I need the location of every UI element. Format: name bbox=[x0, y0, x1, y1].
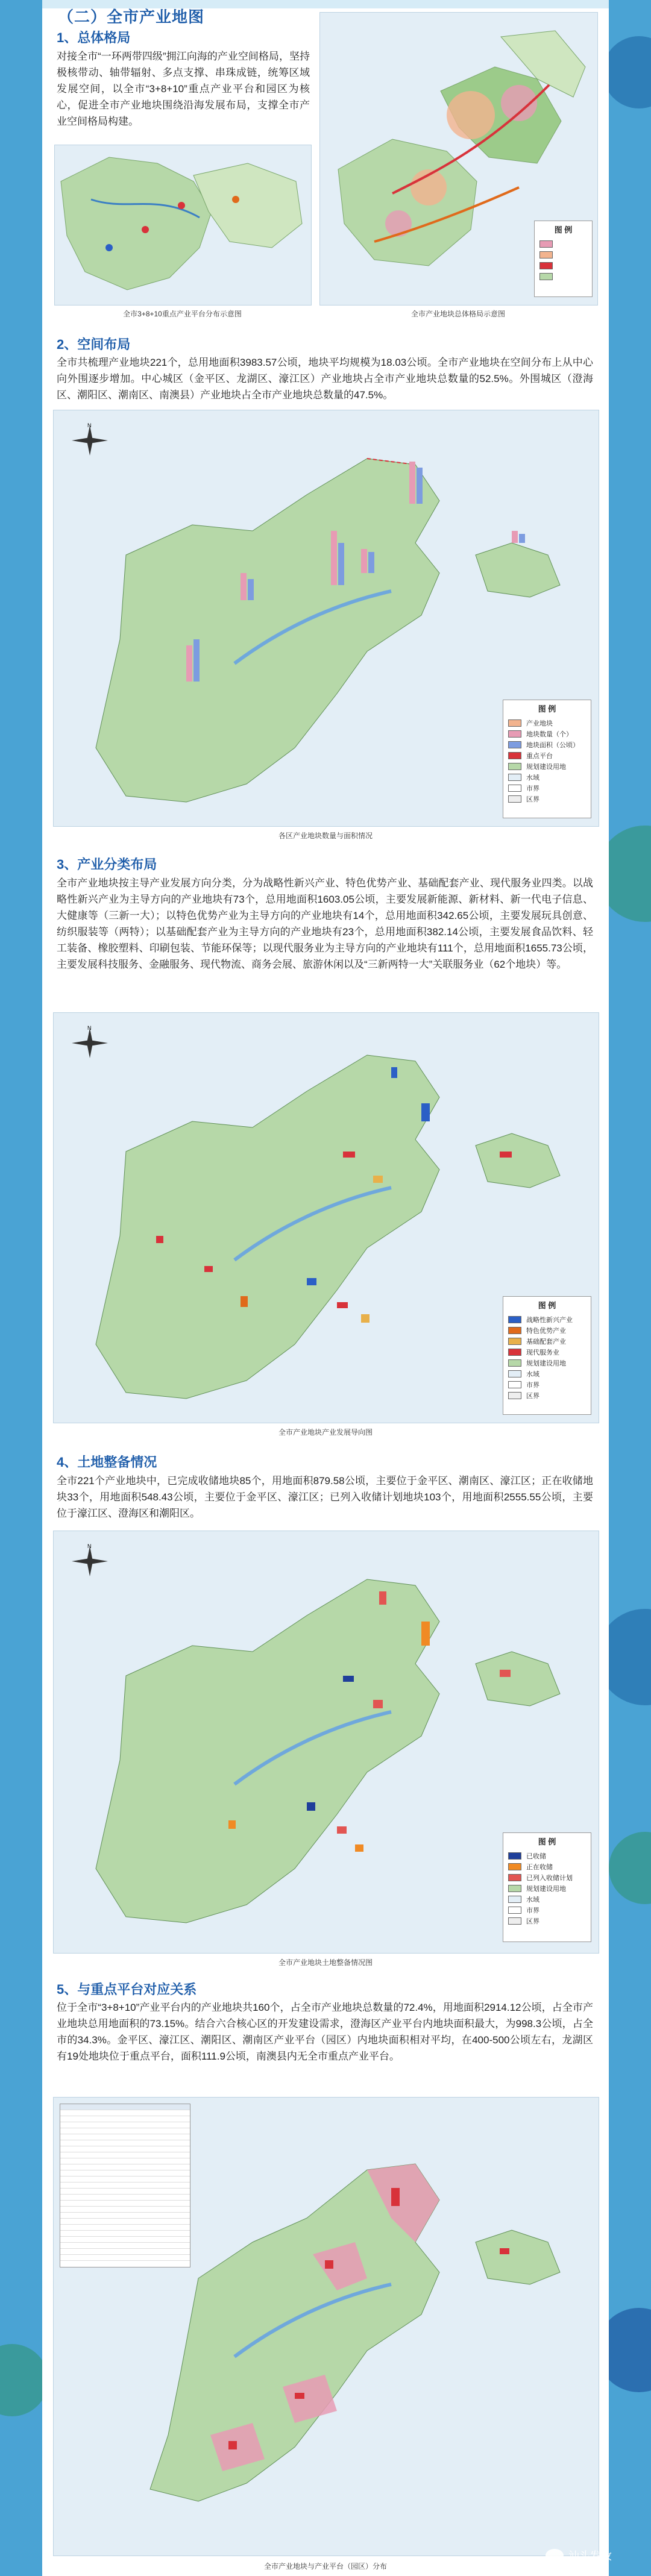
legend-swatch bbox=[508, 1349, 521, 1356]
legend-row bbox=[503, 1883, 591, 1894]
legend-label: 规划建设用地 bbox=[526, 1360, 566, 1367]
legend-swatch bbox=[508, 1896, 521, 1903]
land-legend bbox=[503, 1832, 591, 1942]
table-row bbox=[60, 2219, 190, 2225]
legend-row bbox=[535, 249, 592, 260]
legend-label: 水域 bbox=[526, 1371, 539, 1378]
platform-map-graphic bbox=[55, 145, 311, 305]
section-number: 1、 bbox=[57, 30, 78, 45]
table-row bbox=[60, 2195, 190, 2201]
legend-row bbox=[503, 794, 591, 804]
category-map bbox=[53, 1012, 599, 1423]
legend-row bbox=[503, 729, 591, 739]
legend-label: 产业地块 bbox=[526, 720, 553, 727]
legend-label: 地块面积（公顷） bbox=[526, 742, 579, 749]
spatial-map bbox=[53, 410, 599, 827]
legend-swatch bbox=[508, 1852, 521, 1860]
wechat-icon bbox=[546, 2549, 564, 2562]
legend-label: 规划建设用地 bbox=[526, 1885, 566, 1893]
legend-swatch bbox=[508, 785, 521, 792]
legend-swatch bbox=[508, 763, 521, 770]
legend-label: 水域 bbox=[526, 1896, 539, 1904]
section-title-text: 土地整备情况 bbox=[77, 1455, 157, 1470]
table-row bbox=[60, 2243, 190, 2249]
legend-label: 特色优势产业 bbox=[526, 1327, 566, 1335]
legend-label: 已列入收储计划 bbox=[526, 1875, 573, 1882]
table-row bbox=[60, 2146, 190, 2152]
table-row bbox=[60, 2189, 190, 2195]
content-panel bbox=[42, 0, 609, 2576]
legend-row bbox=[503, 1336, 591, 1347]
table-row bbox=[60, 2122, 190, 2128]
platform-relation-map bbox=[53, 2097, 599, 2556]
legend-swatch bbox=[508, 774, 521, 781]
legend-row bbox=[535, 271, 592, 282]
legend-row bbox=[503, 1368, 591, 1379]
overall-legend-title: 图 例 bbox=[554, 225, 573, 234]
legend-label: 区界 bbox=[526, 1393, 539, 1400]
category-legend bbox=[503, 1296, 591, 1415]
caption-land-map: 全市产业地块土地整备情况图 bbox=[278, 1958, 373, 1967]
legend-swatch bbox=[508, 1327, 521, 1334]
page-title: （二）全市产业地图 bbox=[58, 8, 205, 26]
svg-text:N: N bbox=[87, 1543, 92, 1549]
legend-label: 水域 bbox=[526, 774, 539, 782]
watermark-text: 汕头发改 bbox=[568, 2550, 612, 2562]
section-title-category bbox=[57, 854, 157, 873]
legend-swatch bbox=[508, 1917, 521, 1925]
legend-row bbox=[503, 1861, 591, 1872]
section-number: 3、 bbox=[57, 857, 78, 872]
caption-spatial-map: 各区产业地块数量与面积情况 bbox=[278, 832, 373, 840]
svg-text:N: N bbox=[87, 422, 92, 428]
platform-map bbox=[54, 145, 312, 306]
legend-swatch bbox=[508, 1338, 521, 1345]
legend-row bbox=[503, 1916, 591, 1926]
caption-platform-relation-map: 全市产业地块与产业平台（园区）分布 bbox=[263, 2562, 387, 2571]
legend-label: 基础配套产业 bbox=[526, 1338, 566, 1346]
legend-label: 正在收储 bbox=[526, 1864, 553, 1871]
legend-swatch bbox=[508, 1370, 521, 1377]
table-row bbox=[60, 2183, 190, 2189]
compass-icon bbox=[69, 422, 111, 462]
table-row bbox=[60, 2152, 190, 2158]
legend-swatch bbox=[539, 251, 553, 259]
legend-swatch bbox=[508, 795, 521, 803]
table-row bbox=[60, 2116, 190, 2122]
overall-legend bbox=[534, 221, 593, 297]
legend-swatch bbox=[508, 1874, 521, 1881]
category-legend-title: 图 例 bbox=[538, 1301, 556, 1310]
legend-label: 已收储 bbox=[526, 1853, 546, 1860]
legend-row bbox=[503, 1325, 591, 1336]
section-title-text: 总体格局 bbox=[77, 30, 131, 45]
section-number: 5、 bbox=[57, 1982, 78, 1997]
table-row bbox=[60, 2128, 190, 2134]
table-row bbox=[60, 2176, 190, 2183]
legend-label: 市界 bbox=[526, 1907, 539, 1914]
table-row bbox=[60, 2225, 190, 2231]
legend-swatch bbox=[508, 741, 521, 748]
section-text-platform: 位于全市“3+8+10”产业平台内的产业地块共160个，占全市产业地块总数量的72.4%，用地面积2914.12公顷，占全市产业地块总用地面积的73.15%。结合六合核心区的开发建设需求，澄海区产业平台内地块面积最大，为998.3公顷，占全市的34.3%。金平区、濠江区、潮阳区、潮南区产业平台（园区）内地块面积相对平均，在400-500公顷左右，龙湖区有19处地块位于重点平台，面积111.9公顷，南澳县内无全市重点产业平台。 bbox=[57, 2002, 593, 2062]
table-row bbox=[60, 2110, 190, 2116]
legend-swatch bbox=[539, 262, 553, 269]
legend-row bbox=[503, 1894, 591, 1905]
platform-table-thumbnail bbox=[60, 2104, 190, 2267]
section-text-spatial: 全市共梳理产业地块221个，总用地面积3983.57公顷，地块平均规模为18.03公顷。全市产业地块在空间分布上从中心向外围逐步增加。中心城区（金平区、龙湖区、濠江区）产业地块占全市产业地块总数量的52.5%。外围城区（澄海区、潮阳区、潮南区、南澳县）产业地块占全市产业地块总数量的47.5%。 bbox=[57, 357, 593, 401]
table-row bbox=[60, 2249, 190, 2255]
legend-label: 区界 bbox=[526, 796, 539, 803]
legend-label: 重点平台 bbox=[526, 753, 553, 760]
legend-swatch bbox=[508, 730, 521, 738]
table-row bbox=[60, 2158, 190, 2164]
legend-row bbox=[503, 1347, 591, 1358]
section-number: 2、 bbox=[57, 337, 78, 352]
spatial-legend bbox=[503, 700, 591, 818]
legend-row bbox=[535, 260, 592, 271]
legend-swatch bbox=[539, 240, 553, 248]
legend-row bbox=[503, 1314, 591, 1325]
land-legend-title: 图 例 bbox=[538, 1837, 556, 1846]
table-row bbox=[60, 2237, 190, 2243]
legend-row bbox=[503, 1390, 591, 1401]
section-text-overall: 对接全市“一环两带四级”拥江向海的产业空间格局，坚持极核带动、轴带辐射、多点支撑、串珠成链，统筹区域发展空间，以全市“3+8+10”重点产业平台和园区为核心，促进全市产业地块围绕沿海发展布局，支撑全市产业空间格局构建。 bbox=[57, 51, 310, 127]
table-row bbox=[60, 2140, 190, 2146]
legend-swatch bbox=[508, 1907, 521, 1914]
legend-swatch bbox=[508, 1863, 521, 1870]
table-row bbox=[60, 2201, 190, 2207]
legend-swatch bbox=[508, 1392, 521, 1399]
legend-label: 战略性新兴产业 bbox=[526, 1317, 573, 1324]
section-title-land bbox=[57, 1452, 157, 1471]
section-text-land: 全市221个产业地块中，已完成收储地块85个，用地面积879.58公顷，主要位于金平区、潮南区、濠江区；正在收储地块33个，用地面积548.43公顷，主要位于金平区、濠江区；已列入收储计划地块103个，用地面积2555.55公顷，主要位于濠江区、澄海区和潮阳区。 bbox=[57, 1475, 593, 1519]
legend-row bbox=[503, 1905, 591, 1916]
section-title-text: 空间布局 bbox=[77, 337, 131, 352]
caption-overall-map: 全市产业地块总体格局示意图 bbox=[410, 310, 505, 318]
table-row bbox=[60, 2231, 190, 2237]
legend-row bbox=[503, 783, 591, 794]
table-row bbox=[60, 2255, 190, 2261]
overall-layout-map bbox=[319, 12, 598, 306]
legend-swatch bbox=[508, 1885, 521, 1892]
legend-swatch bbox=[539, 273, 553, 280]
legend-row bbox=[503, 1872, 591, 1883]
legend-swatch bbox=[508, 1381, 521, 1388]
svg-text:N: N bbox=[87, 1025, 92, 1031]
legend-row bbox=[503, 1851, 591, 1861]
legend-label: 现代服务业 bbox=[526, 1349, 559, 1356]
section-title-text: 与重点平台对应关系 bbox=[77, 1982, 197, 1997]
table-row bbox=[60, 2164, 190, 2170]
section-number: 4、 bbox=[57, 1455, 78, 1470]
legend-swatch bbox=[508, 719, 521, 727]
section-title-spatial bbox=[57, 334, 130, 353]
legend-label: 区界 bbox=[526, 1918, 539, 1925]
table-row bbox=[60, 2170, 190, 2176]
land-map bbox=[53, 1531, 599, 1954]
legend-row bbox=[503, 739, 591, 750]
caption-category-map: 全市产业地块产业发展导向图 bbox=[278, 1428, 373, 1437]
legend-label: 市界 bbox=[526, 785, 539, 792]
legend-row bbox=[535, 239, 592, 249]
compass-icon bbox=[69, 1025, 111, 1064]
legend-swatch bbox=[508, 1359, 521, 1367]
section-text-category: 全市产业地块按主导产业发展方向分类，分为战略性新兴产业、特色优势产业、基础配套产业、现代服务业四类。以战略性新兴产业为主导方向的产业地块有73个，总用地面积1603.05公顷，主要发展新能源、新材料、新一代电子信息、大健康等（三新一大）；以特色优势产业为主导方向的产业地块有14个，总用地面积342.65公顷，主要发展玩具创意、纺织服装等（两特）；以基础配套产业为主导方向的产业地块有23个，总用地面积382.14公顷，主要发展食品饮料、轻工装备、橡胶塑料、印刷包装、节能环保等；以现代服务业为主导方向的产业地块有111个，总用地面积1655.73公顷，主要发展科技服务、金融服务、现代物流、商务会展、旅游休闲以及“三新两特一大”关联服务业（62个地块）等。 bbox=[57, 877, 593, 970]
section-title-text: 产业分类布局 bbox=[77, 857, 157, 872]
legend-label: 市界 bbox=[526, 1382, 539, 1389]
section-title-overall bbox=[57, 28, 130, 46]
legend-label: 规划建设用地 bbox=[526, 763, 566, 771]
legend-row bbox=[503, 1379, 591, 1390]
section-title-platform bbox=[57, 1979, 197, 1998]
legend-swatch bbox=[508, 1316, 521, 1323]
watermark bbox=[546, 2548, 612, 2563]
legend-row bbox=[503, 761, 591, 772]
legend-row bbox=[503, 772, 591, 783]
legend-label: 地块数量（个） bbox=[526, 731, 573, 738]
legend-row bbox=[503, 718, 591, 729]
table-row bbox=[60, 2207, 190, 2213]
caption-platform-map: 全市3+8+10重点产业平台分布示意图 bbox=[123, 310, 242, 318]
compass-icon bbox=[69, 1543, 111, 1582]
legend-row bbox=[503, 1358, 591, 1368]
legend-row bbox=[503, 750, 591, 761]
spatial-legend-title: 图 例 bbox=[538, 704, 556, 713]
table-row bbox=[60, 2213, 190, 2219]
table-row bbox=[60, 2104, 190, 2110]
legend-swatch bbox=[508, 752, 521, 759]
table-row bbox=[60, 2134, 190, 2140]
